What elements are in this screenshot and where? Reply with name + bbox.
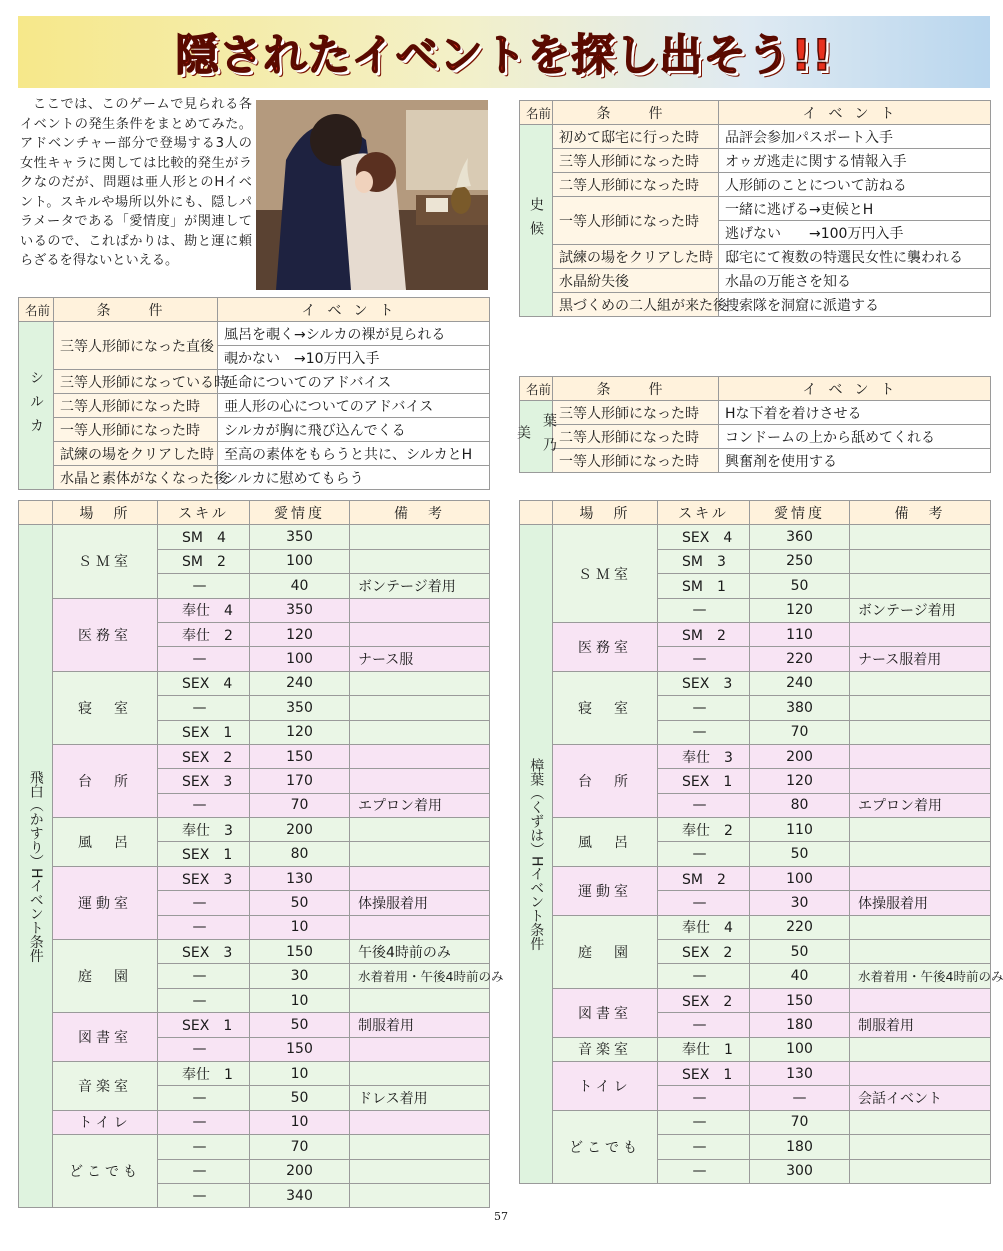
note-cell	[850, 940, 991, 964]
skill-cell: —	[158, 988, 250, 1012]
skill-cell: —	[658, 1135, 750, 1159]
note-cell	[350, 598, 490, 622]
skill-cell: SEX 1	[658, 769, 750, 793]
note-cell: 制服着用	[350, 1013, 490, 1037]
header-blank	[520, 501, 553, 525]
note-cell: ボンテージ着用	[850, 598, 991, 622]
skill-cell: —	[658, 1110, 750, 1134]
event-condition: 三等人形師になった時	[553, 149, 719, 173]
skill-cell: SEX 1	[158, 720, 250, 744]
skill-cell: 奉仕 4	[658, 915, 750, 939]
note-cell	[850, 842, 991, 866]
skill-cell: —	[658, 647, 750, 671]
affection-cell: 50	[750, 940, 850, 964]
event-description: 邸宅にて複数の特選民女性に襲われる	[719, 245, 991, 269]
event-row	[520, 197, 991, 221]
note-cell	[850, 1135, 991, 1159]
skill-cell: —	[158, 793, 250, 817]
event-description: 捜索隊を洞窟に派遣する	[719, 293, 991, 317]
affection-cell: 150	[250, 744, 350, 768]
event-condition: 一等人形師になった時	[553, 197, 719, 245]
affection-cell: 200	[250, 1159, 350, 1183]
header-skill: スキル	[158, 501, 250, 525]
affection-cell: 70	[750, 720, 850, 744]
location-row	[19, 671, 490, 695]
location-name: 運動室	[53, 866, 158, 939]
affection-cell: 30	[750, 891, 850, 915]
header-name: 名前	[19, 298, 54, 322]
kuzuha-location-table	[519, 500, 1003, 1184]
event-condition: 一等人形師になった時	[553, 449, 719, 473]
location-row	[520, 1037, 991, 1061]
event-description: 人形師のことについて訪ねる	[719, 173, 991, 197]
skill-cell: SEX 4	[158, 671, 250, 695]
event-condition: 試練の場をクリアした時	[54, 442, 218, 466]
affection-cell: 220	[750, 647, 850, 671]
skill-cell: —	[158, 1086, 250, 1110]
shiko-event-table	[519, 100, 991, 317]
header-event: イベント	[719, 101, 991, 125]
event-row	[520, 149, 991, 173]
skill-cell: SM 2	[158, 549, 250, 573]
header-cond: 条 件	[54, 298, 218, 322]
skill-cell: 奉仕 2	[158, 622, 250, 646]
location-name: 庭 園	[553, 915, 658, 988]
hanomi-event-table	[515, 376, 991, 473]
location-row	[520, 1061, 991, 1085]
affection-cell: 120	[750, 598, 850, 622]
location-row	[520, 988, 991, 1012]
note-cell	[350, 866, 490, 890]
note-cell	[350, 744, 490, 768]
header-cond: 条 件	[553, 101, 719, 125]
note-cell: 会話イベント	[850, 1086, 991, 1110]
location-name: トイレ	[553, 1061, 658, 1110]
note-cell: 体操服着用	[850, 891, 991, 915]
skill-cell: —	[158, 647, 250, 671]
skill-cell: —	[158, 574, 250, 598]
location-row	[19, 744, 490, 768]
note-cell	[350, 818, 490, 842]
skill-cell: 奉仕 2	[658, 818, 750, 842]
event-row	[19, 394, 490, 418]
event-condition: 三等人形師になった直後	[54, 322, 218, 370]
character-label: 飛白（かすり）Hイベント条件	[19, 525, 53, 1208]
location-name: 台 所	[53, 744, 158, 817]
location-name: トイレ	[53, 1110, 158, 1134]
affection-cell: 350	[250, 696, 350, 720]
skill-cell: —	[158, 964, 250, 988]
skill-cell: —	[158, 1110, 250, 1134]
affection-cell: 200	[250, 818, 350, 842]
event-row	[19, 418, 490, 442]
note-cell	[850, 671, 991, 695]
note-cell	[350, 1037, 490, 1061]
note-cell: 制服着用	[850, 1013, 991, 1037]
location-name: 風 呂	[53, 818, 158, 867]
note-cell: ナース服	[350, 647, 490, 671]
affection-cell: 130	[750, 1061, 850, 1085]
location-row	[520, 818, 991, 842]
event-condition: 初めて邸宅に行った時	[553, 125, 719, 149]
skill-cell: SEX 2	[158, 744, 250, 768]
location-name: 運動室	[553, 866, 658, 915]
skill-cell: SEX 3	[158, 940, 250, 964]
character-name: 葉乃美	[520, 401, 553, 473]
note-cell	[850, 1037, 991, 1061]
event-condition: 二等人形師になった時	[553, 173, 719, 197]
affection-cell: 10	[250, 1110, 350, 1134]
skill-cell: 奉仕 4	[158, 598, 250, 622]
skill-cell: SM 4	[158, 525, 250, 549]
character-name: シルカ	[19, 322, 54, 490]
note-cell: エプロン着用	[350, 793, 490, 817]
location-name: 台 所	[553, 744, 658, 817]
skill-cell: —	[158, 915, 250, 939]
location-name: 音楽室	[53, 1061, 158, 1110]
skill-cell: SEX 3	[658, 671, 750, 695]
event-row	[520, 269, 991, 293]
affection-cell: 180	[750, 1135, 850, 1159]
affection-cell: 240	[750, 671, 850, 695]
location-name: 図書室	[553, 988, 658, 1037]
affection-cell: 350	[250, 598, 350, 622]
affection-cell: 30	[250, 964, 350, 988]
event-condition: 三等人形師になっている時	[54, 370, 218, 394]
note-cell	[350, 915, 490, 939]
note-cell	[850, 720, 991, 744]
affection-cell: 170	[250, 769, 350, 793]
note-cell	[350, 1061, 490, 1085]
note-cell	[850, 622, 991, 646]
event-condition: 二等人形師になった時	[54, 394, 218, 418]
character-name: 史候	[520, 125, 553, 317]
event-row	[520, 425, 991, 449]
skill-cell: 奉仕 3	[158, 818, 250, 842]
note-cell: 水着着用・午後4時前のみ	[350, 964, 490, 988]
affection-cell: 10	[250, 915, 350, 939]
header-note: 備 考	[850, 501, 991, 525]
header-name: 名前	[520, 377, 553, 401]
affection-cell: 50	[750, 574, 850, 598]
page-number: 57	[494, 1210, 508, 1223]
event-description: 水晶の万能さを知る	[719, 269, 991, 293]
kasuri-location-table	[18, 500, 504, 1208]
event-row	[520, 449, 991, 473]
affection-cell: 50	[750, 842, 850, 866]
location-name: 医務室	[53, 598, 158, 671]
note-cell	[850, 574, 991, 598]
skill-cell: 奉仕 1	[158, 1061, 250, 1085]
header-note: 備 考	[350, 501, 490, 525]
note-cell	[350, 769, 490, 793]
affection-cell: 110	[750, 818, 850, 842]
event-description: 覗かない →10万円入手	[218, 346, 490, 370]
affection-cell: 220	[750, 915, 850, 939]
intro-text: ここでは、このゲームで見られる各イベントの発生条件をまとめてみた。アドベンチャー部分で登場する3人の女性キャラに関しては比較的発生がラクなのだが、問題は亜人形とのHイベント。スキルや場所以外にも、隠しパラメータである「愛情度」が関連しているので、これぱかりは、勘と運に頼らざるを得ないといえる。	[20, 97, 252, 268]
note-cell	[850, 915, 991, 939]
note-cell	[350, 1110, 490, 1134]
event-description: シルカが胸に飛び込んでくる	[218, 418, 490, 442]
header-cond: 条 件	[553, 377, 719, 401]
event-description: オゥガ逃走に関する情報入手	[719, 149, 991, 173]
affection-cell: 300	[750, 1159, 850, 1183]
location-row	[19, 598, 490, 622]
skill-cell: —	[658, 696, 750, 720]
note-cell	[850, 1061, 991, 1085]
event-description: 逃げない →100万円入手	[719, 221, 991, 245]
header-blank	[19, 501, 53, 525]
affection-cell: 70	[250, 1135, 350, 1159]
location-row	[19, 940, 490, 964]
affection-cell: 110	[750, 622, 850, 646]
event-row	[520, 245, 991, 269]
skill-cell: SEX 1	[658, 1061, 750, 1085]
event-condition: 黒づくめの二人組が来た後	[553, 293, 719, 317]
affection-cell: 180	[750, 1013, 850, 1037]
skill-cell: 奉仕 3	[658, 744, 750, 768]
event-row	[520, 293, 991, 317]
location-row	[19, 525, 490, 549]
location-row	[520, 525, 991, 549]
event-description: 延命についてのアドバイス	[218, 370, 490, 394]
location-row	[19, 1110, 490, 1134]
event-description: シルカに慰めてもらう	[218, 466, 490, 490]
affection-cell: 100	[750, 1037, 850, 1061]
location-name: 風 呂	[553, 818, 658, 867]
event-condition: 水晶と素体がなくなった後	[54, 466, 218, 490]
event-description: 興奮剤を使用する	[719, 449, 991, 473]
event-description: 風呂を覗く→シルカの裸が見られる	[218, 322, 490, 346]
affection-cell: 100	[250, 549, 350, 573]
location-row	[520, 671, 991, 695]
skill-cell: SM 2	[658, 622, 750, 646]
header-affection: 愛情度	[250, 501, 350, 525]
location-name: どこでも	[53, 1135, 158, 1208]
affection-cell: 80	[250, 842, 350, 866]
note-cell	[850, 696, 991, 720]
event-description: 一緒に逃げる→吏候とH	[719, 197, 991, 221]
affection-cell: 50	[250, 1013, 350, 1037]
affection-cell: 70	[250, 793, 350, 817]
event-description: コンドームの上から舐めてくれる	[719, 425, 991, 449]
location-name: 音楽室	[553, 1037, 658, 1061]
note-cell: ドレス着用	[350, 1086, 490, 1110]
affection-cell: 40	[250, 574, 350, 598]
event-condition: 試練の場をクリアした時	[553, 245, 719, 269]
header-place: 場 所	[553, 501, 658, 525]
event-row	[19, 442, 490, 466]
affection-cell: 80	[750, 793, 850, 817]
affection-cell: 120	[250, 720, 350, 744]
skill-cell: SM 3	[658, 549, 750, 573]
location-name: 寝 室	[553, 671, 658, 744]
note-cell	[350, 696, 490, 720]
skill-cell: SM 2	[658, 866, 750, 890]
location-row	[520, 866, 991, 890]
affection-cell: 120	[250, 622, 350, 646]
affection-cell: 150	[250, 940, 350, 964]
skill-cell: SEX 1	[158, 842, 250, 866]
skill-cell: —	[658, 1013, 750, 1037]
silka-event-table	[18, 297, 490, 490]
affection-cell: 50	[250, 891, 350, 915]
affection-cell: 200	[750, 744, 850, 768]
skill-cell: SEX 4	[658, 525, 750, 549]
header-affection: 愛情度	[750, 501, 850, 525]
event-description: 品評会参加パスポート入手	[719, 125, 991, 149]
affection-cell: 130	[250, 866, 350, 890]
skill-cell: SEX 3	[158, 866, 250, 890]
affection-cell: 350	[250, 525, 350, 549]
skill-cell: SM 1	[658, 574, 750, 598]
note-cell	[350, 720, 490, 744]
location-row	[520, 744, 991, 768]
location-row	[19, 818, 490, 842]
header-skill: スキル	[658, 501, 750, 525]
note-cell: ボンテージ着用	[350, 574, 490, 598]
note-cell	[850, 1110, 991, 1134]
note-cell	[850, 525, 991, 549]
affection-cell: 10	[250, 1061, 350, 1085]
location-row	[19, 1135, 490, 1159]
affection-cell: 100	[750, 866, 850, 890]
skill-cell: —	[658, 720, 750, 744]
skill-cell: —	[658, 1086, 750, 1110]
note-cell	[350, 1183, 490, 1207]
location-name: 図書室	[53, 1013, 158, 1062]
skill-cell: —	[158, 1183, 250, 1207]
event-row	[520, 401, 991, 425]
note-cell	[850, 549, 991, 573]
location-row	[19, 866, 490, 890]
note-cell	[850, 988, 991, 1012]
location-name: どこでも	[553, 1110, 658, 1183]
affection-cell: 150	[750, 988, 850, 1012]
event-condition: 水晶紛失後	[553, 269, 719, 293]
event-row	[19, 466, 490, 490]
event-condition: 二等人形師になった時	[553, 425, 719, 449]
note-cell	[850, 866, 991, 890]
note-cell	[350, 988, 490, 1012]
affection-cell: 120	[750, 769, 850, 793]
skill-cell: 奉仕 1	[658, 1037, 750, 1061]
illustration-image	[256, 100, 488, 290]
location-name: 医務室	[553, 622, 658, 671]
event-description: Hな下着を着けさせる	[719, 401, 991, 425]
skill-cell: SEX 1	[158, 1013, 250, 1037]
page-title: 隠されたイベントを探し出そう!!	[175, 30, 833, 81]
note-cell: エプロン着用	[850, 793, 991, 817]
note-cell	[850, 1159, 991, 1183]
event-row	[520, 125, 991, 149]
skill-cell: —	[658, 598, 750, 622]
location-name: 庭 園	[53, 940, 158, 1013]
skill-cell: —	[658, 793, 750, 817]
note-cell	[350, 1159, 490, 1183]
note-cell: 午後4時前のみ	[350, 940, 490, 964]
note-cell	[850, 769, 991, 793]
location-row	[520, 1110, 991, 1134]
location-row	[19, 1013, 490, 1037]
event-condition: 一等人形師になった時	[54, 418, 218, 442]
event-description: 至高の素体をもらうと共に、シルカとH	[218, 442, 490, 466]
title-banner	[18, 16, 990, 88]
event-row	[520, 173, 991, 197]
affection-cell: 10	[250, 988, 350, 1012]
location-name: 寝 室	[53, 671, 158, 744]
skill-cell: SEX 3	[158, 769, 250, 793]
affection-cell: 340	[250, 1183, 350, 1207]
location-row	[520, 915, 991, 939]
header-name: 名前	[520, 101, 553, 125]
event-condition: 三等人形師になった時	[553, 401, 719, 425]
header-event: イベント	[719, 377, 991, 401]
affection-cell: 40	[750, 964, 850, 988]
note-cell	[350, 525, 490, 549]
skill-cell: SEX 2	[658, 940, 750, 964]
affection-cell: 250	[750, 549, 850, 573]
skill-cell: —	[658, 964, 750, 988]
note-cell	[350, 671, 490, 695]
affection-cell: 150	[250, 1037, 350, 1061]
affection-cell: 50	[250, 1086, 350, 1110]
note-cell	[850, 818, 991, 842]
note-cell	[850, 744, 991, 768]
skill-cell: —	[158, 696, 250, 720]
skill-cell: —	[158, 1159, 250, 1183]
note-cell: ナース服着用	[850, 647, 991, 671]
note-cell: 水着着用・午後4時前のみ	[850, 964, 991, 988]
header-event: イベント	[218, 298, 490, 322]
affection-cell: 360	[750, 525, 850, 549]
affection-cell: 240	[250, 671, 350, 695]
skill-cell: —	[658, 842, 750, 866]
note-cell	[350, 622, 490, 646]
character-label: 樟葉（くずは）Hイベント条件	[520, 525, 553, 1184]
note-cell	[350, 842, 490, 866]
skill-cell: —	[158, 1135, 250, 1159]
note-cell	[350, 1135, 490, 1159]
location-name: ＳＭ室	[53, 525, 158, 598]
skill-cell: —	[158, 1037, 250, 1061]
affection-cell: 380	[750, 696, 850, 720]
location-name: ＳＭ室	[553, 525, 658, 623]
skill-cell: —	[658, 1159, 750, 1183]
event-description: 亜人形の心についてのアドバイス	[218, 394, 490, 418]
skill-cell: —	[658, 891, 750, 915]
affection-cell: —	[750, 1086, 850, 1110]
location-row	[19, 1061, 490, 1085]
event-row	[19, 322, 490, 346]
note-cell	[350, 549, 490, 573]
event-row	[19, 370, 490, 394]
header-place: 場 所	[53, 501, 158, 525]
affection-cell: 70	[750, 1110, 850, 1134]
note-cell: 体操服着用	[350, 891, 490, 915]
affection-cell: 100	[250, 647, 350, 671]
skill-cell: —	[158, 891, 250, 915]
location-row	[520, 622, 991, 646]
skill-cell: SEX 2	[658, 988, 750, 1012]
